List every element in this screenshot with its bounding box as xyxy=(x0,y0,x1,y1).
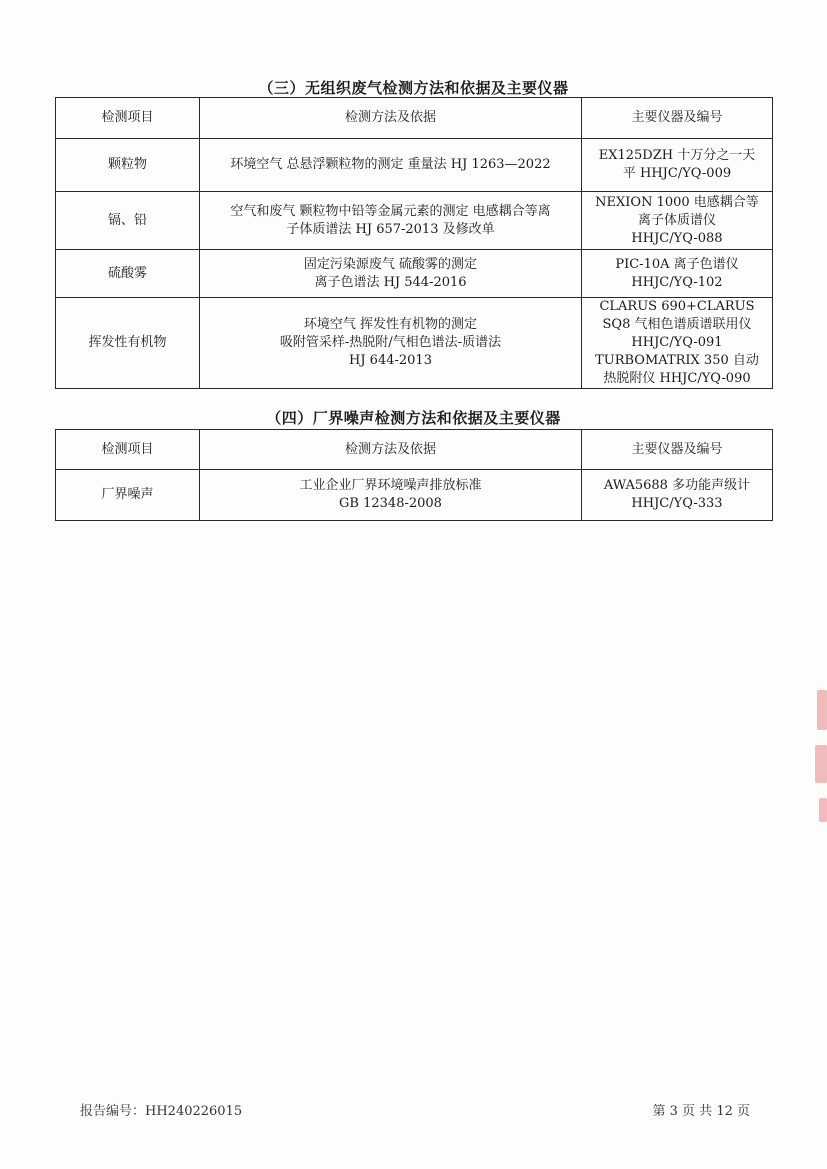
instrument-line: PIC-10A 离子色谱仪 xyxy=(615,256,739,272)
section3-title: （三）无组织废气检测方法和依据及主要仪器 xyxy=(258,79,569,97)
table-header-row xyxy=(56,430,773,470)
section3-table xyxy=(55,97,773,389)
table-row xyxy=(56,192,773,250)
row-item: 颗粒物 xyxy=(56,139,200,192)
row-instrument xyxy=(582,298,773,389)
header-item: 检测项目 xyxy=(56,98,200,139)
instrument-line: HHJC/YQ-102 xyxy=(631,274,723,290)
method-line: 离子色谱法 HJ 544-2016 xyxy=(314,274,467,290)
table-row xyxy=(56,470,773,521)
row-method xyxy=(200,298,582,389)
row-method xyxy=(200,139,582,192)
instrument-line: HHJC/YQ-091 xyxy=(631,335,723,350)
header-instrument: 主要仪器及编号 xyxy=(582,430,773,470)
header-instrument: 主要仪器及编号 xyxy=(582,98,773,139)
instrument-line: 离子体质谱仪 xyxy=(637,212,716,228)
method-line: GB 12348-2008 xyxy=(339,496,442,511)
method-line: 固定污染源废气 硫酸雾的测定 xyxy=(303,256,478,272)
instrument-line: CLARUS 690+CLARUS xyxy=(599,299,755,314)
row-instrument xyxy=(582,192,773,250)
row-item: 硫酸雾 xyxy=(56,250,200,298)
red-stamp-edge xyxy=(813,690,827,830)
instrument-line: TURBOMATRIX 350 自动 xyxy=(595,353,759,368)
row-method xyxy=(200,192,582,250)
method-line: 环境空气 挥发性有机物的测定 xyxy=(303,317,478,332)
instrument-line: HHJC/YQ-088 xyxy=(631,230,723,246)
method-line: 吸附管采样-热脱附/气相色谱法-质谱法 xyxy=(279,335,502,350)
instrument-line: 热脱附仪 HHJC/YQ-090 xyxy=(603,371,751,386)
section4-table xyxy=(55,429,773,521)
row-instrument xyxy=(582,470,773,521)
header-method: 检测方法及依据 xyxy=(200,430,582,470)
method-line: HJ 644-2013 xyxy=(349,353,432,368)
page-number: 第 3 页 共 12 页 xyxy=(652,1104,750,1119)
header-item: 检测项目 xyxy=(56,430,200,470)
row-item: 挥发性有机物 xyxy=(56,298,200,389)
section4-title: （四）厂界噪声检测方法和依据及主要仪器 xyxy=(266,409,561,427)
instrument-line: HHJC/YQ-333 xyxy=(631,496,723,511)
instrument-line: NEXION 1000 电感耦合等 xyxy=(595,194,759,210)
instrument-line: EX125DZH 十万分之一天 xyxy=(598,148,756,163)
row-method xyxy=(200,250,582,298)
table-header-row xyxy=(56,98,773,139)
row-instrument xyxy=(582,139,773,192)
row-item: 厂界噪声 xyxy=(56,470,200,521)
table-row xyxy=(56,250,773,298)
table-row xyxy=(56,139,773,192)
instrument-line: AWA5688 多功能声级计 xyxy=(603,478,751,493)
row-item: 镉、铅 xyxy=(56,192,200,250)
method-line: 工业企业厂界环境噪声排放标准 xyxy=(299,478,482,493)
header-method: 检测方法及依据 xyxy=(200,98,582,139)
method-line: 环境空气 总悬浮颗粒物的测定 重量法 HJ 1263—2022 xyxy=(230,157,551,172)
instrument-line: SQ8 气相色谱质谱联用仪 xyxy=(602,317,752,332)
instrument-line: 平 HHJC/YQ-009 xyxy=(622,166,732,181)
method-line: 空气和废气 颗粒物中铅等金属元素的测定 电感耦合等离 xyxy=(230,203,551,219)
method-line: 子体质谱法 HJ 657-2013 及修改单 xyxy=(286,221,495,237)
row-method xyxy=(200,470,582,521)
row-instrument xyxy=(582,250,773,298)
table-row xyxy=(56,298,773,389)
report-number: 报告编号：HH240226015 xyxy=(80,1104,243,1119)
